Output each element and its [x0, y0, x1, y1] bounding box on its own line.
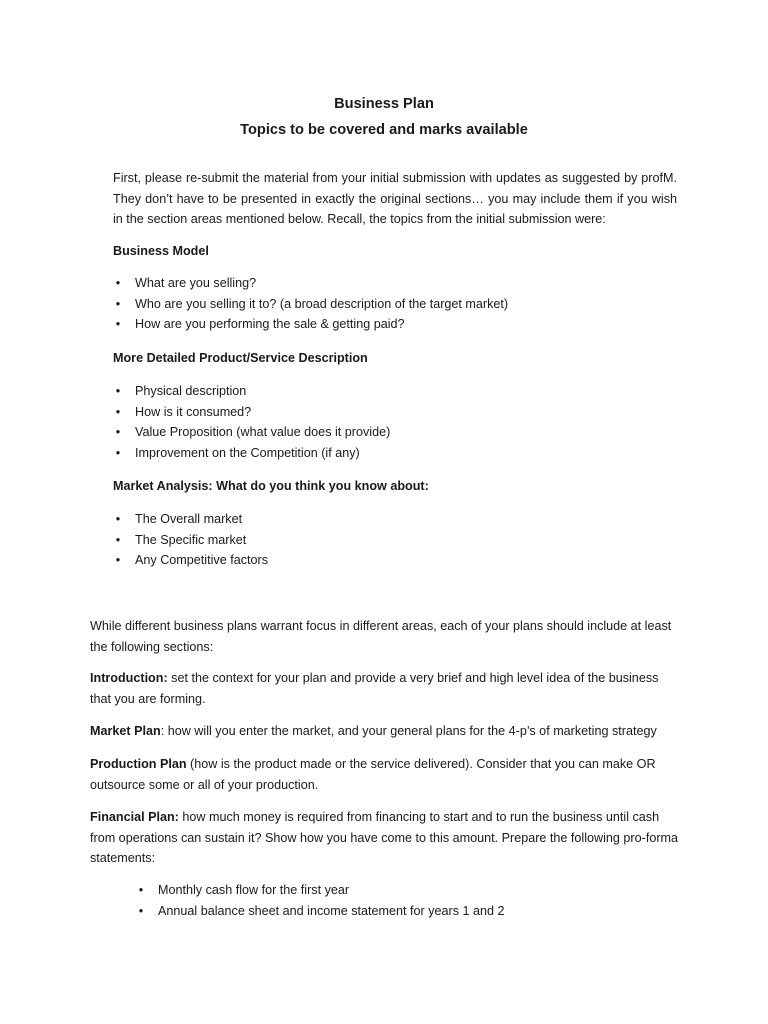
list-item-text: Annual balance sheet and income statement for years 1 and 2	[158, 903, 505, 918]
bullet-icon: •	[115, 296, 121, 311]
production-plan-section	[90, 754, 680, 795]
list-item-text: How is it consumed?	[135, 404, 252, 419]
market-analysis-heading: Market Analysis: What do you think you know about:	[113, 479, 429, 493]
bullet-icon: •	[115, 425, 121, 439]
bullet-icon: •	[138, 903, 144, 918]
bullet-icon: •	[115, 532, 121, 547]
sections-intro-paragraph: While different business plans warrant focus in different areas, each of your plans should include at least the following sections:	[90, 619, 672, 654]
business-model-heading: Business Model	[113, 244, 209, 258]
product-description-list	[113, 381, 390, 463]
bullet-icon: •	[115, 317, 121, 331]
list-item	[113, 422, 390, 443]
introduction-section	[90, 668, 680, 709]
list-item	[113, 402, 390, 423]
list-item-text: Physical description	[135, 384, 247, 398]
list-item	[136, 880, 505, 901]
list-item	[113, 530, 268, 551]
list-item-text: How are you performing the sale & getting paid?	[135, 317, 405, 331]
market-plan-section	[90, 721, 690, 742]
list-item-text: Any Competitive factors	[135, 553, 268, 567]
list-item	[113, 509, 268, 530]
list-item	[136, 901, 505, 922]
list-item-text: Improvement on the Competition (if any)	[135, 445, 360, 460]
introduction-text: set the context for your plan and provide a very brief and high level idea of the business that you are forming.	[90, 671, 659, 706]
list-item-text: Value Proposition (what value does it provide)	[135, 425, 391, 439]
market-plan-label: Market Plan	[90, 724, 161, 738]
list-item	[113, 273, 508, 294]
bullet-icon: •	[115, 512, 121, 526]
bullet-icon: •	[115, 276, 121, 290]
document-subtitle: Topics to be covered and marks available	[240, 122, 528, 138]
production-plan-text: (how is the product made or the service delivered). Consider that you can make OR outsource some or all of your production.	[90, 757, 656, 792]
list-item	[113, 550, 268, 571]
market-analysis-list	[113, 509, 268, 571]
bullet-icon: •	[115, 404, 121, 419]
bullet-icon: •	[138, 883, 144, 897]
bullet-icon: •	[115, 553, 121, 567]
production-plan-label: Production Plan	[90, 757, 187, 771]
intro-paragraph: First, please re-submit the material from your initial submission with updates as suggested by profM. They don’t have to be presented in exactly the original sections… you may include them if you wish in the section areas mentioned below. Recall, the topics from the initial submission were:	[113, 171, 677, 226]
bullet-icon: •	[115, 384, 121, 398]
introduction-label: Introduction:	[90, 671, 168, 685]
business-model-list	[113, 273, 508, 335]
list-item	[113, 294, 508, 315]
financial-plan-text: how much money is required from financing to start and to run the business until cash from operations can sustain it? Show how you have come to this amount. Prepare the following pro-forma statements:	[90, 810, 679, 865]
list-item-text: Monthly cash flow for the first year	[158, 883, 350, 897]
list-item	[113, 443, 390, 464]
list-item-text: The Overall market	[135, 512, 243, 526]
list-item-text: Who are you selling it to? (a broad description of the target market)	[135, 296, 509, 311]
list-item-text: What are you selling?	[135, 276, 257, 290]
list-item	[113, 314, 508, 335]
list-item	[113, 381, 390, 402]
market-plan-text: : how will you enter the market, and your general plans for the 4-p’s of marketing strategy	[160, 724, 657, 738]
bullet-icon: •	[115, 445, 121, 460]
financial-plan-section	[90, 807, 680, 869]
product-description-heading: More Detailed Product/Service Description	[113, 351, 368, 365]
document-title: Business Plan	[334, 96, 434, 112]
list-item-text: The Specific market	[135, 532, 247, 547]
financial-plan-label: Financial Plan:	[90, 810, 179, 824]
financial-plan-list	[136, 880, 505, 921]
